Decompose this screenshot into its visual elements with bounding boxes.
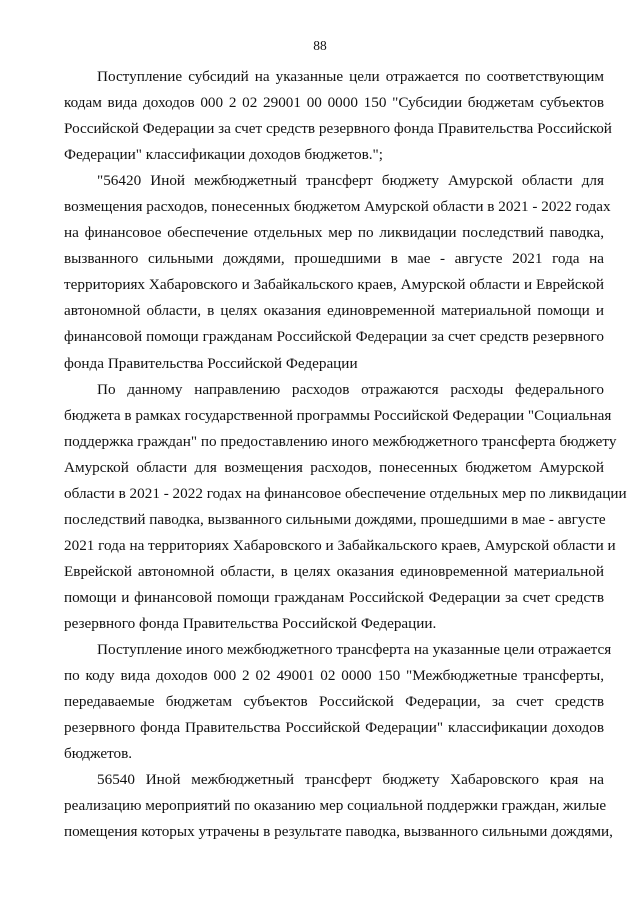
text-line: бюджета в рамках государственной программы Российской Федерации "Социальная (64, 406, 612, 424)
text-line: возмещения расходов, понесенных бюджетом Амурской области в 2021 - 2022 годах (64, 198, 611, 216)
text-line: передаваемые бюджетам субъектов Российской Федерации, за счет средств (64, 693, 604, 711)
text-line: на финансовое обеспечение отдельных мер по ликвидации последствий паводка, (64, 224, 604, 242)
text-line: По данному направлению расходов отражаются расходы федерального (97, 380, 604, 398)
text-line: кодам вида доходов 000 2 02 29001 00 0000 150 "Субсидии бюджетам субъектов (64, 94, 604, 112)
paragraph-subsidy-receipt (64, 64, 612, 168)
text-line: по коду вида доходов 000 2 02 49001 02 0000 150 "Межбюджетные трансферты, (64, 667, 604, 685)
text-line: Федерации" классификации доходов бюджетов."; (64, 146, 383, 164)
text-line: Поступление субсидий на указанные цели отражается по соответствующим (97, 68, 604, 85)
paragraph-56420 (64, 168, 611, 376)
text-line: финансовой помощи гражданам Российской Федерации за счет средств резервного (64, 328, 604, 346)
paragraph-transfer-receipt (64, 637, 612, 767)
text-line: поддержка граждан" по предоставлению иного межбюджетного трансферта бюджету (64, 432, 617, 450)
text-line: помощи и финансовой помощи гражданам Российской Федерации за счет средств (64, 588, 604, 606)
text-line: резервного фонда Правительства Российской Федерации. (64, 614, 437, 632)
text-line: Еврейской автономной области, в целях оказания единовременной материальной (64, 562, 604, 580)
text-line: Амурской области для возмещения расходов, понесенных бюджетом Амурской (64, 458, 604, 476)
text-line: Российской Федерации за счет средств резервного фонда Правительства Российской (64, 120, 612, 138)
text-line: резервного фонда Правительства Российской Федерации" классификации доходов (64, 719, 604, 737)
paragraph-expense-direction (64, 377, 627, 637)
text-line: автономной области, в целях оказания единовременной материальной помощи и (64, 302, 604, 320)
text-line: последствий паводка, вызванного сильными дождями, прошедшими в мае - августе (64, 510, 606, 528)
document-body (64, 64, 627, 845)
text-line: 2021 года на территориях Хабаровского и Забайкальского краев, Амурской области и (64, 536, 616, 554)
text-line: территориях Хабаровского и Забайкальского краев, Амурской области и Еврейской (64, 276, 604, 294)
text-line: помещения которых утрачены в результате паводка, вызванного сильными дождями, (64, 823, 613, 841)
text-line: реализацию мероприятий по оказанию мер социальной поддержки граждан, жилые (64, 797, 607, 815)
text-line: Поступление иного межбюджетного трансферта на указанные цели отражается (97, 641, 612, 659)
text-line: фонда Правительства Российской Федерации (64, 354, 358, 372)
text-line: бюджетов. (64, 745, 133, 763)
text-line: области в 2021 - 2022 годах на финансовое обеспечение отдельных мер по ликвидации (64, 484, 627, 502)
text-line: вызванного сильными дождями, прошедшими в мае - августе 2021 года на (64, 250, 604, 268)
page-number: 88 (313, 38, 327, 53)
paragraph-56540 (64, 767, 613, 845)
text-line: "56420 Иной межбюджетный трансферт бюджету Амурской области для (97, 172, 604, 190)
text-line: 56540 Иной межбюджетный трансферт бюджету Хабаровского края на (97, 771, 604, 789)
